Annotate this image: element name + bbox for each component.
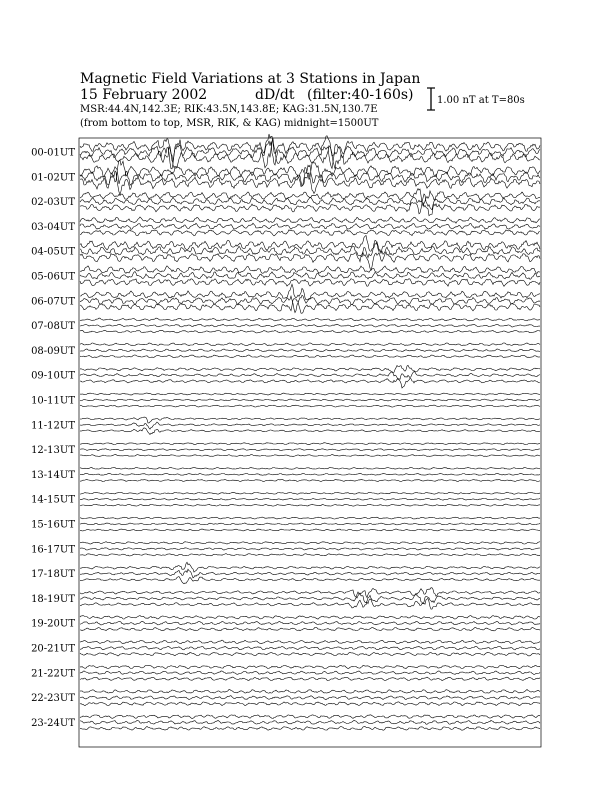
scale-bar-label: 1.00 nT at T=80s: [437, 95, 525, 106]
hour-label: 15-16UT: [31, 519, 75, 531]
trace-kag: [80, 627, 540, 631]
trace-rik: [80, 498, 540, 500]
hour-label: 01-02UT: [31, 172, 75, 184]
trace-msr: [80, 665, 540, 669]
filter-label: (filter:40-160s): [307, 87, 414, 103]
trace-msr: [80, 542, 540, 544]
hour-label: 06-07UT: [31, 296, 75, 308]
trace-msr: [80, 266, 540, 274]
stacking-order-note: (from bottom to top, MSR, RIK, & KAG) midnight=1500UT: [80, 118, 379, 129]
trace-msr: [80, 217, 540, 223]
hour-label: 11-12UT: [31, 420, 75, 432]
hour-label: 17-18UT: [31, 569, 75, 581]
trace-msr: [80, 492, 540, 494]
trace-msr: [80, 616, 540, 620]
hour-label: 00-01UT: [31, 147, 75, 159]
trace-rik: [80, 141, 540, 169]
trace-rik: [80, 548, 540, 550]
hour-label: 14-15UT: [31, 494, 75, 506]
trace-msr: [80, 417, 540, 423]
component-label: dD/dt: [255, 87, 295, 103]
hour-label: 23-24UT: [31, 717, 75, 729]
trace-kag: [80, 480, 540, 482]
trace-rik: [80, 399, 540, 401]
trace-msr: [80, 393, 540, 395]
trace-rik: [80, 523, 540, 525]
hour-label: 02-03UT: [31, 197, 75, 209]
trace-msr: [80, 517, 540, 519]
stations-info: MSR:44.4N,142.3E; RIK:43.5N,143.8E; KAG:31.5N,130.7E: [80, 104, 378, 115]
hour-label: 12-13UT: [31, 445, 75, 457]
hour-label: 05-06UT: [31, 271, 75, 283]
trace-kag: [80, 230, 540, 236]
trace-rik: [80, 671, 540, 675]
trace-msr: [80, 343, 540, 346]
hour-label: 16-17UT: [31, 544, 75, 556]
trace-kag: [80, 279, 540, 287]
hour-label: 21-22UT: [31, 668, 75, 680]
trace-kag: [80, 554, 540, 556]
trace-msr: [80, 284, 540, 300]
trace-rik: [80, 194, 540, 210]
trace-rik: [80, 696, 540, 700]
chart-title: Magnetic Field Variations at 3 Stations in Japan: [80, 71, 421, 87]
trace-kag: [80, 702, 540, 706]
trace-rik: [80, 349, 540, 352]
trace-rik: [80, 646, 540, 650]
hour-labels-group: [31, 148, 75, 729]
hour-label: 07-08UT: [31, 321, 75, 333]
trace-kag: [80, 726, 540, 730]
trace-kag: [80, 652, 540, 656]
trace-rik: [80, 621, 540, 625]
trace-msr: [80, 562, 540, 572]
trace-rik: [80, 223, 540, 229]
scale-bar: [427, 88, 435, 110]
hour-label: 09-10UT: [31, 370, 75, 382]
trace-kag: [80, 455, 540, 457]
trace-kag: [80, 428, 540, 435]
hour-label: 22-23UT: [31, 693, 75, 705]
trace-kag: [80, 677, 540, 681]
trace-kag: [80, 355, 540, 358]
trace-msr: [80, 235, 540, 253]
trace-msr: [80, 689, 540, 693]
trace-kag: [80, 202, 540, 215]
traces-group: [80, 134, 540, 730]
trace-kag: [80, 598, 540, 609]
chart-date: 15 February 2002: [80, 87, 208, 103]
trace-rik: [80, 473, 540, 475]
hour-label: 10-11UT: [31, 395, 75, 407]
trace-kag: [80, 577, 540, 584]
trace-kag: [80, 504, 540, 506]
trace-rik: [80, 272, 540, 280]
trace-msr: [80, 588, 540, 598]
trace-rik: [80, 569, 540, 578]
hour-label: 18-19UT: [31, 593, 75, 605]
hour-label: 08-09UT: [31, 345, 75, 357]
trace-rik: [80, 449, 540, 451]
trace-rik: [80, 324, 540, 327]
trace-rik: [80, 720, 540, 724]
trace-msr: [80, 443, 540, 445]
hour-label: 20-21UT: [31, 643, 75, 655]
hour-label: 13-14UT: [31, 469, 75, 481]
trace-msr: [80, 365, 540, 372]
trace-msr: [80, 715, 540, 719]
trace-msr: [80, 318, 540, 321]
trace-kag: [80, 299, 540, 314]
hour-label: 19-20UT: [31, 618, 75, 630]
hour-label: 03-04UT: [31, 221, 75, 233]
trace-msr: [80, 640, 540, 644]
trace-rik: [80, 372, 540, 380]
trace-msr: [80, 467, 540, 469]
trace-kag: [80, 529, 540, 531]
trace-kag: [80, 330, 540, 333]
trace-kag: [80, 405, 540, 407]
trace-kag: [80, 378, 540, 388]
hour-label: 04-05UT: [31, 246, 75, 258]
